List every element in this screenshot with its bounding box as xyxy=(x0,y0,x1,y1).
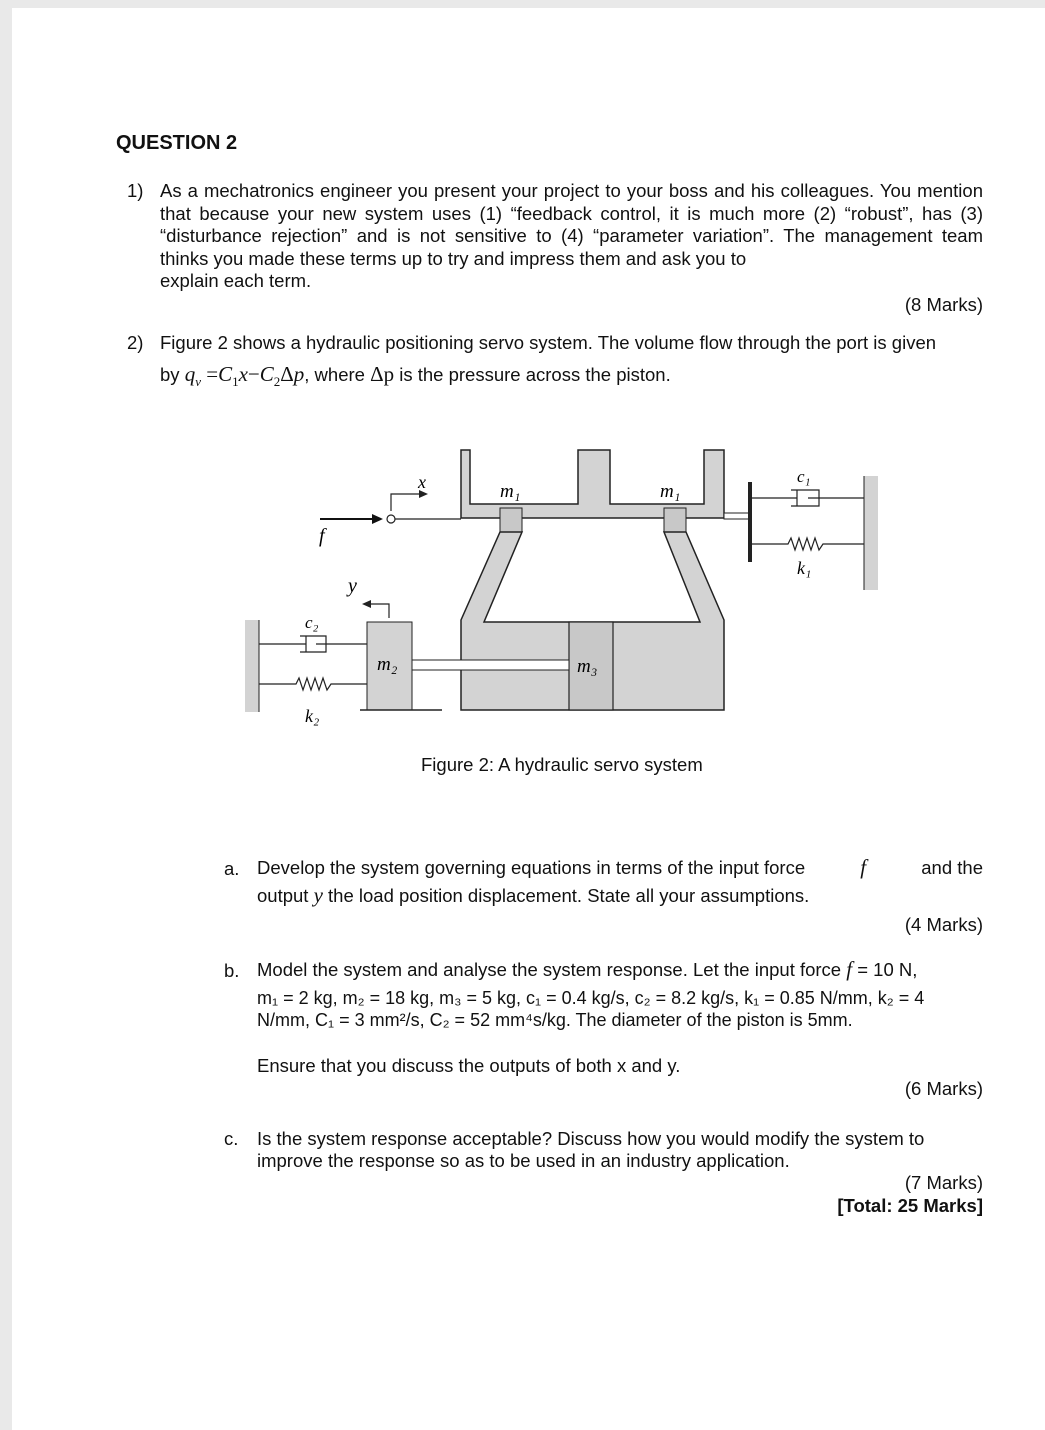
label-x: x xyxy=(418,472,426,492)
part-a-output: output xyxy=(257,885,309,906)
q1-text xyxy=(160,180,983,270)
c1-damper xyxy=(752,490,864,506)
left-wall xyxy=(245,620,259,712)
right-rod xyxy=(724,513,750,519)
label-m2: m₂ xyxy=(377,654,398,675)
q1-number: 1) xyxy=(127,180,144,201)
part-a-line1-start: Develop the system governing equations in terms of the input force xyxy=(257,857,806,878)
part-c-letter: c. xyxy=(224,1128,239,1149)
part-b-line3: N/mm, C₁ = 3 mm²/s, C₂ = 52 mm⁴s/kg. The diameter of the piston is 5mm. xyxy=(257,1010,853,1030)
part-b-marks: (6 Marks) xyxy=(904,1078,983,1099)
f-arrow-head xyxy=(372,514,383,524)
part-c-text: Is the system response acceptable? Discuss how you would modify the system to xyxy=(257,1128,925,1149)
q2-equation-line xyxy=(160,362,671,390)
q1-body: As a mechatronics engineer you present your project to your boss and his colleagues. You mention that because your new system uses (1) “feedback control, it is much more (2) “robust”, has (3) “disturbance rejection” and is not sensitive to (4) “parameter variation”. The management team thinks you made these terms up to try and impress them and ask you to xyxy=(160,180,983,269)
label-k2: k₂ xyxy=(305,706,320,726)
part-b-letter: b. xyxy=(224,960,240,981)
q2-by: by xyxy=(160,364,180,385)
part-a-marks: (4 Marks) xyxy=(904,914,983,935)
q2-number: 2) xyxy=(127,332,144,353)
right-wall xyxy=(864,476,878,590)
part-a-line2-end: the load position displacement. State all your assumptions. xyxy=(328,885,810,906)
q1-marks: (8 Marks) xyxy=(904,294,983,315)
x-arrow xyxy=(391,494,420,511)
q2-equation: $q_v =C_1x-C_2\Delta p$ xyxy=(184,362,305,390)
part-a-letter: a. xyxy=(224,858,240,879)
hydraulic-servo-figure xyxy=(240,440,880,740)
part-b-f: f xyxy=(846,957,853,981)
part-b-line1 xyxy=(257,957,983,982)
q2-where: , where xyxy=(304,364,365,385)
k1-spring xyxy=(752,538,864,550)
part-b-line1-start: Model the system and analyse the system response. Let the input force xyxy=(257,959,842,980)
part-a-line2 xyxy=(257,883,809,908)
m1-right-block xyxy=(664,508,686,532)
label-k1: k₁ xyxy=(797,558,812,578)
c2-damper xyxy=(259,636,367,652)
label-y: y xyxy=(348,575,357,597)
part-a-line1 xyxy=(257,855,983,880)
right-plate xyxy=(748,482,752,562)
label-m3: m₃ xyxy=(577,656,598,677)
label-c2: c₂ xyxy=(305,613,319,632)
part-b-line1-end: = 10 N, xyxy=(857,959,918,980)
part-a-y: y xyxy=(313,883,323,907)
piston-rod xyxy=(412,660,569,670)
part-c-marks: (7 Marks) xyxy=(904,1172,983,1193)
part-c-text-last: improve the response so as to be used in an industry application. xyxy=(257,1150,790,1171)
q2-text: Figure 2 shows a hydraulic positioning servo system. The volume flow through the port is given xyxy=(160,332,937,353)
label-m1-left: m₁ xyxy=(500,481,521,502)
question-title: QUESTION 2 xyxy=(116,132,238,154)
figure-caption: Figure 2: A hydraulic servo system xyxy=(421,754,703,775)
y-arrow xyxy=(370,604,389,618)
part-b-line2: m₁ = 2 kg, m₂ = 18 kg, m₃ = 5 kg, c₁ = 0.4 kg/s, c₂ = 8.2 kg/s, k₁ = 0.85 N/mm, k₂ = 4 xyxy=(257,988,925,1008)
m1-left-block xyxy=(500,508,522,532)
label-m1-right: m₁ xyxy=(660,481,681,502)
part-a-line1-end: and the xyxy=(921,857,983,878)
part-b-line4: Ensure that you discuss the outputs of both x and y. xyxy=(257,1055,681,1076)
q1-text-last: explain each term. xyxy=(160,270,312,291)
k2-spring xyxy=(259,678,367,690)
q2-delta-p: Δp xyxy=(370,362,395,386)
q2-tail: is the pressure across the piston. xyxy=(399,364,671,385)
total-marks: [Total: 25 Marks] xyxy=(837,1195,983,1216)
part-a-f: f xyxy=(860,855,867,879)
label-c1: c₁ xyxy=(797,467,811,486)
x-pivot xyxy=(387,515,395,523)
label-f: f xyxy=(319,525,325,547)
